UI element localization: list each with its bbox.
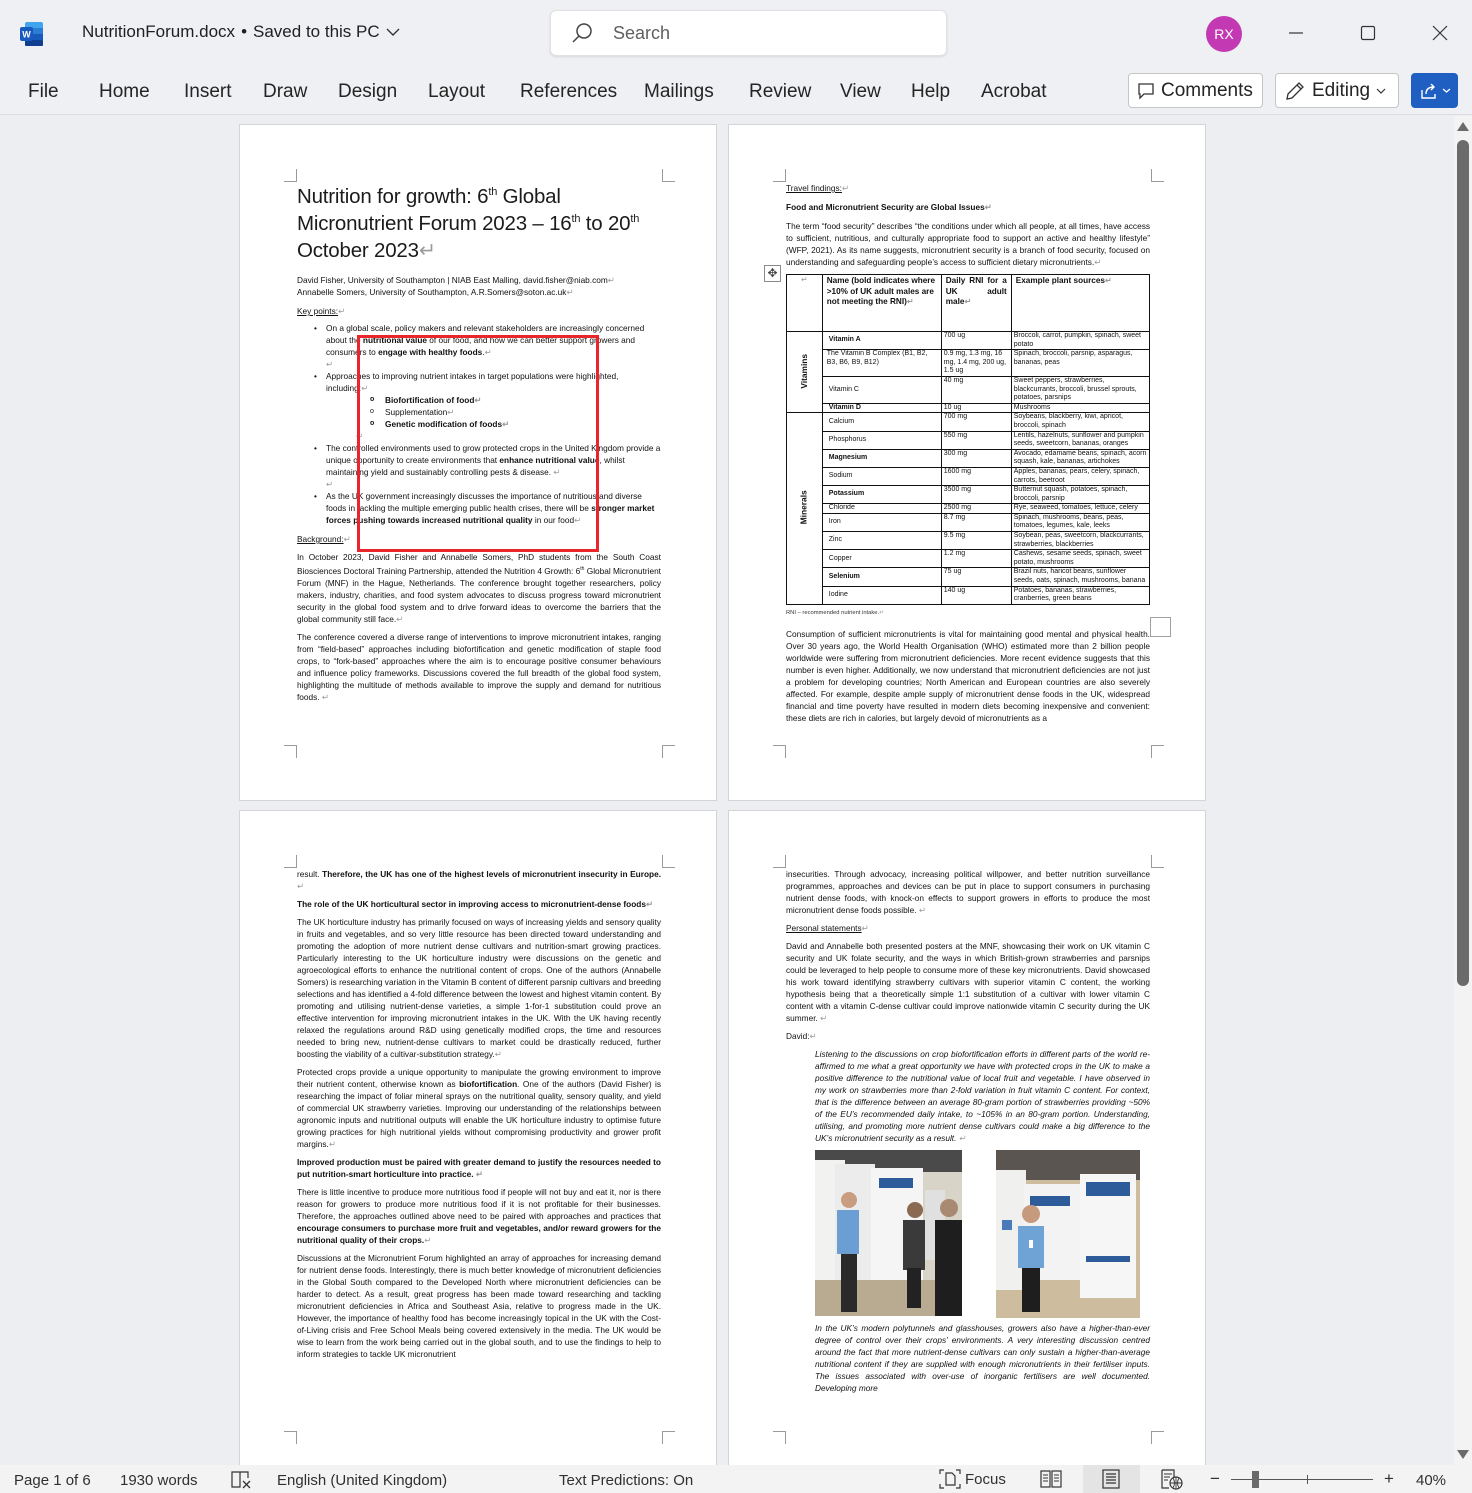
margin-corner: [1151, 1431, 1164, 1444]
nutrient-name: Copper: [822, 550, 941, 568]
nutrient-name: Potassium: [822, 486, 941, 504]
nutrient-rni: 1600 mg: [941, 467, 1011, 485]
nutrient-sources: Butternut squash, potatoes, spinach, broccoli, parsnip: [1011, 486, 1149, 504]
comment-icon: [1137, 82, 1155, 100]
nutrient-name: Iodine: [822, 586, 941, 604]
nutrient-sources: Soybeans, blackberry, kiwi, apricot, broccoli, spinach: [1011, 413, 1149, 431]
paragraph: The term “food security” describes “the conditions under which all people, at all times, have access to sufficient, nutritious, and culturally appropriate food to support an active and healthy lifestyle” (WFP, 2021). As its name suggests, micronutrient security is a branch of food security, focused on understanding and safeguarding people’s access to sufficient dietary micronutrients.↵: [786, 221, 1150, 267]
travel-findings-heading: Travel findings:↵: [786, 183, 849, 193]
comments-button[interactable]: [1128, 73, 1263, 108]
read-mode-icon[interactable]: [1040, 1470, 1062, 1489]
page-count[interactable]: Page 1 of 6: [14, 1472, 91, 1489]
key-points-list: [297, 490, 661, 526]
nutrient-name: Phosphorus: [822, 431, 941, 449]
author-line: Annabelle Somers, University of Southampton, A.R.Somers@soton.ac.uk↵: [297, 287, 574, 297]
tab-layout[interactable]: Layout: [428, 81, 486, 102]
background-heading: Background:↵: [297, 534, 351, 544]
margin-corner: [284, 855, 297, 868]
tab-review[interactable]: Review: [749, 81, 812, 102]
avatar[interactable]: RX: [1206, 16, 1242, 52]
document-title[interactable]: [82, 22, 400, 42]
nutrient-sources: Apples, bananas, pears, celery, spinach, carrots, beetroot: [1011, 467, 1149, 485]
status-bar: [0, 1465, 1472, 1493]
conference-photo-image[interactable]: [815, 1150, 962, 1316]
sub-list: [326, 394, 661, 430]
author-line: David Fisher, University of Southampton | NIAB East Malling, david.fisher@niab.com↵: [297, 275, 615, 285]
margin-corner: [1151, 855, 1164, 868]
focus-icon: [939, 1469, 961, 1489]
quote-paragraph: In the UK’s modern polytunnels and glasshouses, growers also have a higher-than-ever degree of control over their crops’ environments. A very interesting discussion centred around the fact that more nutrient-dense cultivars can only sustain a higher-than-average nutritional content if they are supplied with enough micronutrients in their fertiliser inputs. The issues associated with over-use of inorganic fertilisers are well documented. Developing more: [815, 1323, 1150, 1393]
paragraph: Consumption of sufficient micronutrients is vital for maintaining good mental and physical health. Over 30 years ago, the World Health Organisation (WHO) estimated more than 2 billion people worldwide were suffering from micronutrient deficiencies. More recent evidence suggests that this number is even higher. Additionally, we now understand that micronutrient deficiencies are not just a problem for developing countries; North American and European countries are also severely affected. For example, despite ample supply of micronutrient dense foods in the UK, widespread financial and time poverty have resulted in modern diets becoming inexpensive and convenient: these diets are rich in calories, but largely devoid of micronutrients as a: [786, 628, 1150, 723]
language[interactable]: English (United Kingdom): [277, 1472, 448, 1489]
margin-corner: [773, 855, 786, 868]
quote-paragraph: Listening to the discussions on crop biofortification efforts in different parts of the world re-affirmed to me what a great opportunity we have with protected crops in the UK to make a positive difference to the nutritional value of local fruit and vegetable. I have observed in my work on strawberries more than 2-fold variation in fruit vitamin C content. For context, that is the difference between an average 80-gram portion of strawberries providing ~50% of the EU’s recommended daily intake, to ~105% in an 80-gram portion. Understanding, utilising, and promoting more nutrient dense cultivars could make a big difference to the UK’s micronutrient security as a result. ↵: [815, 1049, 1150, 1143]
nutrient-name: Vitamin A: [822, 332, 941, 350]
margin-corner: [773, 169, 786, 182]
nutrient-rni: 9.5 mg: [941, 532, 1011, 550]
search-icon: [571, 22, 593, 44]
word-icon: [20, 21, 44, 47]
nutrient-name: Calcium: [822, 413, 941, 431]
tab-design[interactable]: Design: [338, 81, 398, 102]
sub-list-item: o Biofortification of food↵: [326, 394, 661, 406]
text-predictions[interactable]: Text Predictions: On: [559, 1472, 694, 1489]
paragraph: Protected crops provide a unique opportunity to manipulate the growing environment to improve their nutrient content, otherwise known as biofortification. One of the authors (David Fisher) is researching the impact of foliar mineral sprays on the nutritional quality, sensory quality, and yield of commercial UK strawberry varieties. Improving our understanding of the relationships between agronomic inputs and nutritional outputs will enable the UK horticulture industry to optimise future growing practices for high nutritional yields without compromising productivity and grower profit margins.↵: [297, 1067, 661, 1149]
margin-corner: [1151, 745, 1164, 758]
close-button[interactable]: [1425, 18, 1455, 48]
page-3[interactable]: [239, 810, 717, 1465]
speaker-label: David:↵: [786, 1031, 817, 1041]
paragraph: insecurities. Through advocacy, increasing political willpower, and better nutrition surveillance programmes, approaches and devices can be put in place to support consumers in purchasing nutrient dense foods, with knock-on effects to support growers in efforts to produce the most micronutrient dense foods possible. ↵: [786, 869, 1150, 915]
scroll-down-arrow-icon[interactable]: [1457, 1450, 1469, 1459]
nutrient-sources: Spinach, mushrooms, beans, peas, tomatoes, legumes, kale, leeks: [1011, 513, 1149, 531]
key-points-list: [297, 370, 661, 430]
nutrient-rni: 75 ug: [941, 568, 1011, 586]
chevron-down-icon: [1442, 87, 1451, 94]
table-row: [787, 332, 1150, 350]
margin-corner: [662, 169, 675, 182]
nutrient-rni: 2500 mg: [941, 504, 1011, 514]
paragraph: result. Therefore, the UK has one of the highest levels of micronutrient insecurity in Europe. ↵: [297, 869, 661, 891]
tab-help[interactable]: Help: [911, 81, 951, 102]
document-canvas[interactable]: [0, 116, 1454, 1465]
title-separator: •: [241, 22, 248, 41]
page-1[interactable]: [239, 124, 717, 801]
sub-list-item: o Supplementation↵: [326, 406, 661, 418]
zoom-slider-midpoint: [1307, 1475, 1308, 1484]
table-header-row: [787, 275, 1150, 332]
nutrient-rni: 140 ug: [941, 586, 1011, 604]
list-item: • The controlled environments used to grow protected crops in the United Kingdom provide a unique opportunity to create environments that enhance nutritional value, whilst maintaining yield and sustainably controlling pests & disease. ↵: [297, 442, 661, 478]
nutrient-rni: 3500 mg: [941, 486, 1011, 504]
search-input[interactable]: [550, 10, 947, 56]
presenter-photo-image[interactable]: [996, 1150, 1140, 1318]
table-row: [787, 568, 1150, 586]
key-points-heading: Key points:↵: [297, 306, 346, 316]
tab-mailings[interactable]: Mailings: [644, 81, 714, 102]
margin-corner: [1151, 169, 1164, 182]
ribbon-tabs: [0, 66, 1472, 115]
table-row: [787, 532, 1150, 550]
margin-corner: [284, 745, 297, 758]
nutrient-rni: 550 mg: [941, 431, 1011, 449]
svg-text:W: W: [22, 29, 31, 40]
chevron-down-icon: [1376, 87, 1386, 95]
maximize-button[interactable]: [1353, 18, 1383, 48]
search-placeholder: Search: [613, 22, 671, 43]
zoom-slider-thumb[interactable]: [1252, 1471, 1259, 1488]
nutrient-rni: 8.7 mg: [941, 513, 1011, 531]
paragraph: The conference covered a diverse range of interventions to improve micronutrient intakes, ranging from “field-based” approaches including biofortification and genetic modification of staple food crops, to “fork-based” approaches where the aim is to encourage positive consumer behaviours and influence policy frameworks. Discussions covered the full breadth of the global food system, highlighting the multitude of methods available to improve the supply and demand for nutritious foods. ↵: [297, 631, 661, 702]
table-row: [787, 449, 1150, 467]
close-icon: [1432, 25, 1448, 41]
nutrient-sources: Mushrooms: [1011, 403, 1149, 413]
margin-corner: [662, 855, 675, 868]
nutrient-sources: Brazil nuts, haricot beans, sunflower seeds, oats, spinach, mushrooms, banana: [1011, 568, 1149, 586]
nutrient-name: Vitamin C: [822, 376, 941, 403]
nutrient-sources: Spinach, broccoli, parsnip, asparagus, bananas, peas: [1011, 350, 1149, 377]
nutrient-sources: Lentils, hazelnuts, sunflower and pumpkin seeds, sweetcorn, bananas, oranges: [1011, 431, 1149, 449]
section-heading: Improved production must be paired with greater demand to justify the resources needed to put nutrition-smart horticulture into practice. ↵: [297, 1157, 661, 1179]
tab-draw[interactable]: Draw: [263, 81, 308, 102]
page-4[interactable]: [728, 810, 1206, 1465]
nutrient-sources: Potatoes, bananas, strawberries, cranberries, green beans: [1011, 586, 1149, 604]
personal-statements-heading: Personal statements↵: [786, 923, 869, 933]
zoom-out-button[interactable]: −: [1210, 1469, 1220, 1488]
paragraph: In October 2023, David Fisher and Annabelle Somers, PhD students from the South Coast Biosciences Doctoral Training Partnership, attended the Nutrition 4 Growth: 6th Global Micronutrient Forum (MNF) in the Hague, Netherlands. The conference brought together researchers, policy makers, industry, charities, and food system advocates to discuss progress toward micronutrient security in the global food system and to drive forward ideas to overcome the barriers that the global community still face.↵: [297, 552, 661, 624]
nutrient-name: Selenium: [822, 568, 941, 586]
table-header-cell: Daily RNI for a UK adult male↵: [941, 275, 1011, 332]
table-row: [787, 431, 1150, 449]
paragraph: There is little incentive to produce more nutritious food if people will not buy and eat it, nor is there reason for growers to produce more nutritious food if it is not profitable for their businesses. Therefore, the approaches outlined above need to be paired with approaches and practices that encourage consumers to purchase more fruit and vegetables, and/or reward growers for the nutritional quality of their crops.↵: [297, 1187, 661, 1245]
share-button[interactable]: [1411, 73, 1458, 108]
nutrient-rni: 1.2 mg: [941, 550, 1011, 568]
table-row: [787, 513, 1150, 531]
list-item: • On a global scale, policy makers and relevant stakeholders are increasingly concerned about the nutritional value of our food, and how we can better support growers and consumers to engage with healthy foods.↵: [297, 322, 661, 358]
page-4-body: [786, 868, 1150, 1400]
nutrient-name: The Vitamin B Complex (B1, B2, B3, B6, B9, B12): [822, 350, 941, 377]
tab-home[interactable]: Home: [99, 81, 150, 102]
nutrient-sources: Avocado, edamame beans, spinach, acorn squash, kale, bananas, artichokes: [1011, 449, 1149, 467]
table-row: [787, 486, 1150, 504]
nutrient-rni: 40 mg: [941, 376, 1011, 403]
sub-list-item: o Genetic modification of foods↵: [326, 418, 661, 430]
scrollbar-thumb[interactable]: [1457, 140, 1469, 986]
minimize-button[interactable]: [1281, 18, 1311, 48]
tab-acrobat[interactable]: Acrobat: [981, 81, 1047, 102]
page-3-body: [297, 868, 661, 1366]
key-points-list: [297, 442, 661, 478]
print-layout-button[interactable]: [1083, 1465, 1140, 1493]
margin-corner: [662, 745, 675, 758]
nutrient-table: [786, 274, 1150, 605]
minimize-icon: [1288, 25, 1304, 41]
nutrient-rni: 700 mg: [941, 413, 1011, 431]
vertical-scrollbar[interactable]: [1454, 116, 1472, 1465]
table-row: [787, 350, 1150, 377]
tab-insert[interactable]: Insert: [184, 81, 232, 102]
chevron-down-icon: [386, 27, 400, 37]
nutrient-name: Zinc: [822, 532, 941, 550]
page-2-body: [786, 182, 1150, 730]
zoom-level[interactable]: 40%: [1416, 1472, 1447, 1489]
nutrient-rni: 700 ug: [941, 332, 1011, 350]
list-item: • Approaches to improving nutrient intakes in target populations were highlighted, including:↵ o Biofortification of food↵ o Supplementation↵ o Genetic modification of foods↵: [297, 370, 661, 430]
table-row: [787, 413, 1150, 431]
nutrient-sources: Broccoli, carrot, pumpkin, spinach, sweet potato: [1011, 332, 1149, 350]
nutrient-name: Vitamin D: [822, 403, 941, 413]
paragraph: The UK horticulture industry has primarily focused on ways of increasing yields and sensory quality in fruits and vegetables, and so very little resource has been directed toward understanding and promoting the adoption of more nutrient dense cultivars and nutrition-smart growing practices. Particularly interesting to the UK horticulture industry were discussions on the genetic and agroecological efforts to enhance the nutritional content of crops. One of the authors (Annabelle Somers) is researching variation in the Vitamin B content of different parsnip cultivars and breeding selections and has identified a 4-fold difference between the lowest and highest vitamin content. By promoting and utilising nutrient-dense varieties, a simple 1-for-1 substitution could prove an effective intervention for improving micronutrient intakes in the UK. With the UK having recently relaxed the regulations around R&D using genetically modified crops, the time and resources needed to bring new, nutrient-dense cultivars to market could be drastically reduced, further boosting the viability of a cultivar-substitution strategy.↵: [297, 917, 661, 1059]
maximize-icon: [1360, 25, 1376, 41]
table-row: [787, 403, 1150, 413]
nutrient-rni: 300 mg: [941, 449, 1011, 467]
save-status: Saved to this PC: [253, 22, 380, 41]
table-resize-handle[interactable]: [1150, 617, 1171, 637]
page-1-body: Nutrition for growth: 6th Global Micronutrient Forum 2023 – 16th to 20th October 2023↵ David Fisher, University of Southampton | NIAB East Malling, david.fisher@niab.com↵ Annabelle Somers, University of Southampton, A.R.Somers@soton.ac.uk↵ Key points:↵ • On a global scale, policy makers and relevant stakeholders are increasingly concerned about the nutritional value of our food, and how we can better support growers and consumers to engage with healthy foods.↵ ↵ • Approaches to improving nutrient intakes in target populations were highlighted, including:↵ o Biofortification of food↵ o Supplementation↵ o Genetic modification of foods↵ ↵ • The controlled environments used to grow protected crops in the United Kingdom provide a unique opportunity to create environments that enhance nutritional value, whilst maintaining yield and sustainably controlling pests & disease. ↵ ↵ • As the UK government increasingly discusses the importance of nutritious and diverse foods in tackling the multiple emerging public health crises, there will be stronger market forces pushing towards increased nutritional quality in our food↵ Background:↵ In October 2023, David Fisher and Annabelle Somers, PhD students from the South Coast Biosciences Doctoral Training Partnership, attended the Nutrition 4 Growth: 6th Global Micronutrient Forum (MNF) in the Hague, Netherlands. The conference brought together researchers, policy makers, industry, charities, and food system advocates to discuss progress toward micronutrient security in the global food system and to drive forward ideas to overcome the barriers that the global community still face.↵ The conference covered a diverse range of interventions to improve micronutrient intakes, ranging from “field-based” approaches including biofortification and genetic modification of staple food crops, to “fork-based” approaches where the aim is to encourage positive consumer behaviours and influence policy frameworks. Discussions covered the full breadth of the global food system, highlighting the multitude of methods available to improve the supply and demand for nutritious foods. ↵: [297, 183, 661, 709]
nutrient-name: Iron: [822, 513, 941, 531]
table-row: [787, 504, 1150, 514]
margin-corner: [284, 169, 297, 182]
editing-label: Editing: [1312, 79, 1371, 101]
tab-references[interactable]: References: [520, 81, 618, 102]
nutrient-rni: 10 ug: [941, 403, 1011, 413]
tab-view[interactable]: View: [840, 81, 881, 102]
table-header-cell: ↵: [787, 275, 823, 332]
key-points-list: [297, 322, 661, 358]
comments-label: Comments: [1161, 79, 1253, 101]
nutrient-name: Chloride: [822, 504, 941, 514]
proofing-icon[interactable]: [230, 1470, 252, 1490]
margin-corner: [773, 1431, 786, 1444]
nutrient-sources: Rye, seaweed, tomatoes, lettuce, celery: [1011, 504, 1149, 514]
nutrient-name: Magnesium: [822, 449, 941, 467]
section-heading: Food and Micronutrient Security are Global Issues↵: [786, 202, 992, 212]
nutrient-sources: Sweet peppers, strawberries, blackcurrants, broccoli, brussel sprouts, potatoes, parsnips: [1011, 376, 1149, 403]
margin-corner: [773, 745, 786, 758]
section-heading: The role of the UK horticultural sector in improving access to micronutrient-dense foods↵: [297, 899, 653, 909]
nutrient-rni: 0.9 mg, 1.3 mg, 16 mg, 1.4 mg, 200 ug, 1.5 ug: [941, 350, 1011, 377]
scroll-up-arrow-icon[interactable]: [1457, 122, 1469, 131]
nutrient-sources: Cashews, sesame seeds, spinach, sweet potato, mushrooms: [1011, 550, 1149, 568]
word-count[interactable]: 1930 words: [120, 1472, 198, 1489]
page-2[interactable]: [728, 124, 1206, 801]
nutrient-sources: Soybean, peas, sweetcorn, blackcurrants, strawberries, blackberries: [1011, 532, 1149, 550]
zoom-in-button[interactable]: +: [1384, 1469, 1394, 1488]
focus-label: Focus: [965, 1470, 1006, 1488]
photo-row: [815, 1150, 1150, 1318]
document-heading: Nutrition for growth: 6th Global Micronutrient Forum 2023 – 16th to 20th October 2023↵: [297, 185, 640, 262]
share-icon: [1419, 81, 1439, 101]
paragraph: David and Annabelle both presented posters at the MNF, showcasing their work on UK vitamin C security and UK folate security, and the ways in which British-grown strawberries and parsnips could be leveraged to help people to consume more of these key micronutrients. David showcased his work toward identifying strawberry cultivars with superior vitamin C content, the working hypothesis being that a theoretically simple 1:1 substitution of a cultivar with lower vitamin C content with a vitamin C-dense cultivar could improve nationwide vitamin C security during the UK summer. ↵: [786, 941, 1150, 1023]
pencil-icon: [1284, 80, 1306, 102]
table-row: [787, 550, 1150, 568]
table-header-cell: Name (bold indicates where >10% of UK adult males are not meeting the RNI)↵: [822, 275, 941, 332]
paragraph: Discussions at the Micronutrient Forum highlighted an array of approaches for increasing demand for nutrient dense foods. Interestingly, there is much better knowledge of micronutrient deficiencies in the Global South compared to the Developed North where micronutrient deficiencies can be harder to detect. As a result, great progress has been made toward researching and tackling micronutrient deficiencies in Africa and Southeast Asia, relative to progress made in the UK. However, the importance of healthy food has become increasingly topical in the UK with the Cost-of-Living crisis and Free School Meals being covered extensively in the media. The UK would be wise to learn from the work being carried out in the global south, and to use the findings to help to inform strategies to tackle UK micronutrient: [297, 1253, 661, 1359]
table-row: [787, 376, 1150, 403]
web-layout-icon[interactable]: [1160, 1469, 1184, 1490]
margin-corner: [284, 1431, 297, 1444]
table-row: [787, 586, 1150, 604]
table-move-handle-icon[interactable]: ✥: [764, 265, 781, 282]
group-label-vitamins: Vitamins: [787, 332, 823, 413]
table-header-cell: Example plant sources↵: [1011, 275, 1149, 332]
table-row: [787, 467, 1150, 485]
editing-mode-button[interactable]: [1275, 73, 1399, 108]
document-name: NutritionForum.docx: [82, 22, 236, 41]
margin-corner: [662, 1431, 675, 1444]
group-label-minerals: Minerals: [787, 413, 823, 604]
table-footnote: RNI – recommended nutrient intake.↵: [786, 609, 884, 616]
title-bar: [0, 0, 1472, 66]
print-layout-icon: [1102, 1469, 1120, 1489]
tab-file[interactable]: File: [28, 81, 59, 102]
focus-button[interactable]: [939, 1469, 1006, 1489]
list-item: • As the UK government increasingly discusses the importance of nutritious and diverse foods in tackling the multiple emerging public health crises, there will be stronger market forces pushing towards increased nutritional quality in our food↵: [297, 490, 661, 526]
nutrient-name: Sodium: [822, 467, 941, 485]
